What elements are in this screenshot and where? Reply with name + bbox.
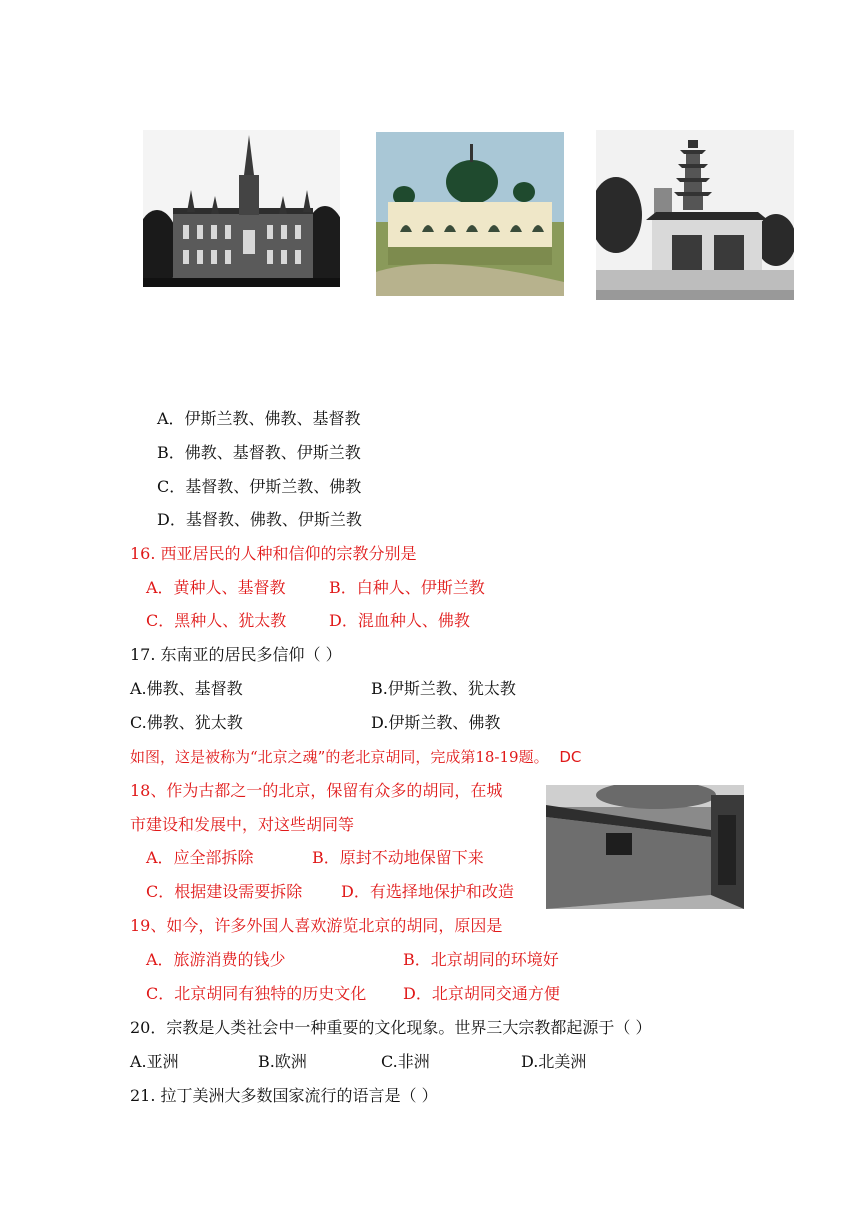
hutong-intro-text: 如图，这是被称为“北京之魂”的老北京胡同，完成第18-19题。 <box>130 748 549 766</box>
q19-option-a: A．旅游消费的钱少 <box>146 950 286 969</box>
q16-option-c: C．黑种人、犹太教 <box>146 611 287 630</box>
q15-option-b: B．佛教、基督教、伊斯兰教 <box>157 443 361 462</box>
mosque-photo <box>376 132 564 296</box>
q19-option-b: B．北京胡同的环境好 <box>403 950 559 969</box>
pagoda-temple-photo <box>596 130 794 300</box>
q16-option-d: D．混血种人、佛教 <box>329 611 470 630</box>
q21-stem: 21. 拉丁美洲大多数国家流行的语言是（ ） <box>130 1086 438 1105</box>
q18-option-c: C．根据建设需要拆除 <box>146 882 303 901</box>
q17-option-c: C.佛教、犹太教 <box>130 713 243 732</box>
q17-option-b: B.伊斯兰教、犹太教 <box>371 679 516 698</box>
q20-stem: 20．宗教是人类社会中一种重要的文化现象。世界三大宗教都起源于（ ） <box>130 1018 652 1037</box>
q15-option-a: A．伊斯兰教、佛教、基督教 <box>157 409 361 428</box>
q16-option-b: B．白种人、伊斯兰教 <box>329 578 485 597</box>
q16-option-a: A．黄种人、基督教 <box>146 578 286 597</box>
q20-option-d: D.北美洲 <box>521 1052 587 1071</box>
q17-option-a: A.佛教、基督教 <box>130 679 243 698</box>
q20-option-b: B.欧洲 <box>258 1052 307 1071</box>
q19-option-d: D．北京胡同交通方便 <box>403 984 560 1003</box>
q20-option-c: C.非洲 <box>381 1052 430 1071</box>
hutong-intro <box>130 747 581 767</box>
hutong-photo <box>546 785 744 909</box>
gothic-cathedral-photo <box>143 130 340 287</box>
q18-stem-line1: 18、作为古都之一的北京，保留有众多的胡同，在城 <box>130 781 503 800</box>
q17-stem: 17. 东南亚的居民多信仰（ ） <box>130 645 342 664</box>
q15-option-d: D．基督教、佛教、伊斯兰教 <box>157 510 362 529</box>
q18-option-d: D．有选择地保护和改造 <box>341 882 514 901</box>
q19-option-c: C．北京胡同有独特的历史文化 <box>146 984 367 1003</box>
q20-option-a: A.亚洲 <box>130 1052 179 1071</box>
q18-stem-line2: 市建设和发展中，对这些胡同等 <box>130 815 355 834</box>
q18-option-a: A．应全部拆除 <box>146 848 254 867</box>
q18-option-b: B．原封不动地保留下来 <box>312 848 484 867</box>
q19-stem: 19、如今，许多外国人喜欢游览北京的胡同，原因是 <box>130 916 503 935</box>
q16-stem: 16. 西亚居民的人种和信仰的宗教分别是 <box>130 544 417 563</box>
q17-option-d: D.伊斯兰教、佛教 <box>371 713 501 732</box>
q15-option-c: C．基督教、伊斯兰教、佛教 <box>157 477 362 496</box>
hutong-intro-answer: DC <box>559 748 582 766</box>
